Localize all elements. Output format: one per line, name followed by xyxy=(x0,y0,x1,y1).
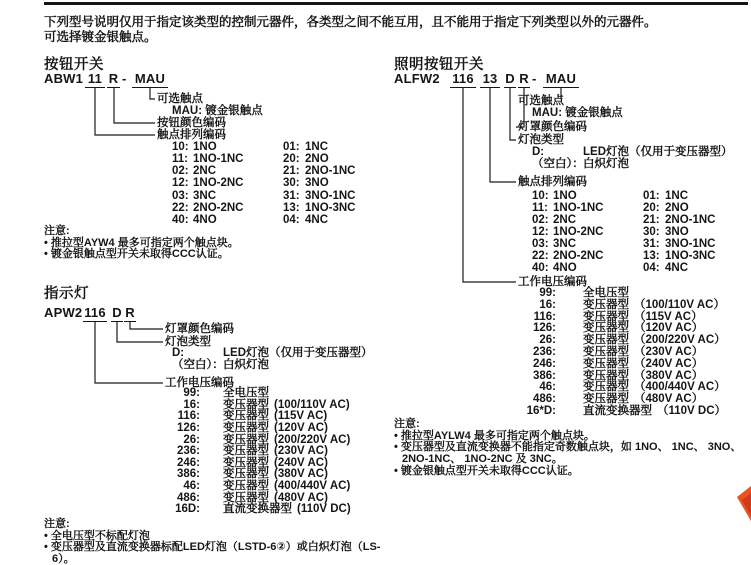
voltage-value: （400/440V AC） xyxy=(634,381,726,394)
contact-code-row xyxy=(172,202,355,214)
model-dash: - xyxy=(122,71,127,86)
contact-code-row xyxy=(172,214,355,226)
section-title-illuminated: 照明按钮开关 xyxy=(394,57,484,73)
voltage-type: 变压器型 xyxy=(223,445,269,458)
model-segment-option-code: MAU xyxy=(543,72,579,88)
page-curl-graphic xyxy=(737,486,751,521)
note-item: • 全电压型不标配灯泡 xyxy=(44,529,150,542)
bulb-desc: LED灯泡（仅用于变压器型） xyxy=(583,146,733,158)
notes-title: 注意: xyxy=(44,518,70,530)
contact-code-row xyxy=(172,165,355,177)
voltage-value: (230V AC) xyxy=(274,445,328,458)
voltage-code: 99: xyxy=(539,287,556,299)
model-segment-color-code: R xyxy=(125,305,135,320)
contact-value: 4NC xyxy=(305,213,329,226)
model-segment-contact-code: 11 xyxy=(85,72,105,88)
notes-title: 注意: xyxy=(394,418,420,430)
contact-code-row xyxy=(172,153,355,165)
model-segment-voltage-code: 116 xyxy=(450,72,476,88)
contact-value: 2NO-1NC xyxy=(305,165,356,178)
voltage-type: 变压器型 xyxy=(583,369,629,382)
section-title-pilot-light: 指示灯 xyxy=(44,286,89,302)
voltage-value: （110V DC） xyxy=(657,404,727,417)
voltage-type: 变压器型 xyxy=(583,334,629,347)
bulb-option-row xyxy=(532,158,733,170)
contact-code-row xyxy=(172,190,355,202)
contact-value: 2NC xyxy=(553,214,577,227)
contact-code-row xyxy=(532,262,715,274)
contact-value: 1NO-3NC xyxy=(305,201,356,214)
notes-title: 注意: xyxy=(44,225,70,237)
voltage-value: (200/220V AC) xyxy=(274,433,351,446)
contact-value: 1NO xyxy=(193,141,217,153)
bulb-desc: 白炽灯泡 xyxy=(223,359,269,372)
contact-code: 40: xyxy=(172,213,189,226)
voltage-type: 变压器型 xyxy=(223,410,269,423)
bulb-code: （空白）： xyxy=(532,158,584,171)
voltage-type: 变压器型 xyxy=(583,322,629,335)
voltage-value: （115V AC） xyxy=(634,310,703,323)
contact-value: 4NO xyxy=(193,213,217,226)
contact-code-row xyxy=(532,226,715,238)
contact-code: 21: xyxy=(283,165,300,178)
bulb-option-row xyxy=(532,146,733,158)
note-item: • 变压器型及直流变换器不能指定奇数触点块，如 1NO、 1NC、 3NO、 2NO-1NC、 1NO-2NC 及 3NC。 xyxy=(394,441,742,466)
note-item: • 变压器型及直流变换器标配LED灯泡（LSTD-6②）或白炽灯泡（LS-6）。 xyxy=(44,541,381,565)
intro-line-1: 下列型号说明仅用于指定该类型的控制元器件，各类型之间不能互用，且不能用于指定下列类型以外的元器件。 xyxy=(44,15,657,29)
voltage-type: 直流变换器型 xyxy=(583,404,652,417)
bulb-option-row xyxy=(172,359,373,371)
model-segment-option-code: MAU xyxy=(132,72,168,88)
voltage-type: 变压器型 xyxy=(583,298,629,311)
bulb-desc: LED灯泡（仅用于变压器型） xyxy=(223,347,373,359)
model-dash: - xyxy=(532,71,537,86)
contact-value: 4NC xyxy=(665,262,689,275)
contact-code: 31: xyxy=(283,189,300,202)
note-item: • 镀金银触点型开关未取得CCC认证。 xyxy=(394,464,579,477)
voltage-code: 46: xyxy=(183,480,200,493)
notes-pushbutton xyxy=(44,226,374,261)
voltage-type: 变压器型 xyxy=(223,468,269,481)
tree-label-voltage: 工作电压编码 xyxy=(518,276,587,288)
contact-value: 3NO-1NC xyxy=(665,238,716,251)
model-segment-bulb-code: D xyxy=(505,71,515,86)
notes-illuminated xyxy=(394,419,746,478)
voltage-value: （480V AC） xyxy=(634,393,704,406)
voltage-type: 变压器型 xyxy=(583,393,629,406)
bulb-code: （空白）： xyxy=(172,359,224,372)
voltage-value: (115V AC) xyxy=(274,410,328,423)
contact-value: 1NO-1NC xyxy=(553,202,604,215)
voltage-value: （230V AC） xyxy=(634,345,704,358)
voltage-code: 116: xyxy=(177,410,200,423)
voltage-type: 直流变换器型 xyxy=(223,503,292,516)
voltage-code: 16*D: xyxy=(526,404,556,417)
voltage-code: 246: xyxy=(532,357,556,370)
contact-value: 4NO xyxy=(553,262,577,275)
voltage-code-row xyxy=(157,388,351,400)
tree-label-contact-arrangement: 触点排列编码 xyxy=(518,176,587,188)
voltage-code-row xyxy=(518,359,726,371)
contact-code-row xyxy=(532,190,715,202)
voltage-value: （240V AC） xyxy=(634,357,704,370)
voltage-value: (110V DC) xyxy=(297,503,351,516)
contact-code-table xyxy=(172,141,355,226)
contact-code: 22: xyxy=(172,201,189,214)
contact-code: 12: xyxy=(532,226,549,239)
top-rule xyxy=(44,2,748,5)
contact-code: 21: xyxy=(643,214,660,227)
contact-code: 03: xyxy=(172,189,189,202)
model-prefix-pushbutton: ABW1 xyxy=(44,71,84,86)
voltage-code-row xyxy=(157,423,351,435)
contact-value: 1NO-3NC xyxy=(665,250,716,263)
notes-pilot xyxy=(44,519,389,565)
voltage-type: 变压器型 xyxy=(223,433,269,446)
contact-code: 04: xyxy=(643,262,660,275)
contact-code: 02: xyxy=(532,214,549,227)
voltage-type: 全电压型 xyxy=(583,287,629,299)
voltage-value: (100/110V AC) xyxy=(274,398,350,411)
model-prefix-pilot: APW2 xyxy=(44,305,83,320)
bulb-code: D: xyxy=(532,146,545,158)
contact-value: 1NC xyxy=(305,141,329,153)
note-item: • 推拉型AYW4 最多可指定两个触点块。 xyxy=(44,236,239,249)
contact-value: 3NO-1NC xyxy=(305,189,356,202)
model-segment-color-code: R xyxy=(108,71,119,86)
contact-code: 22: xyxy=(532,250,549,263)
contact-value: 2NO xyxy=(305,153,329,166)
tree-label-contact-arrangement: 触点排列编码 xyxy=(157,129,226,141)
contact-value: 2NO xyxy=(665,202,689,215)
contact-code-row xyxy=(532,250,715,262)
voltage-type: 变压器型 xyxy=(583,310,629,323)
voltage-code: 46: xyxy=(539,381,556,394)
voltage-value: (240V AC) xyxy=(274,456,328,469)
voltage-code: 486: xyxy=(176,491,200,504)
voltage-code: 116: xyxy=(533,310,556,323)
voltage-type: 变压器型 xyxy=(583,345,629,358)
contact-code: 11: xyxy=(172,153,188,166)
voltage-code: 236: xyxy=(176,445,200,458)
contact-value: 3NC xyxy=(193,189,217,202)
contact-code: 01: xyxy=(283,141,300,153)
contact-value: 3NO xyxy=(665,226,689,239)
bulb-option-row xyxy=(172,347,373,359)
contact-code-table xyxy=(532,190,715,274)
voltage-value: (120V AC) xyxy=(274,421,328,434)
voltage-code: 386: xyxy=(176,468,200,481)
voltage-code-table-pilot xyxy=(157,388,351,516)
bulb-type-options xyxy=(172,347,373,371)
voltage-code: 16D: xyxy=(175,503,200,516)
voltage-code-row xyxy=(157,504,351,516)
voltage-value: （380V AC） xyxy=(634,369,704,382)
tree-value-optional-contact: MAU: 镀金银触点 xyxy=(172,105,263,117)
note-item: • 推拉型AYLW4 最多可指定两个触点块。 xyxy=(394,429,595,442)
contact-value: 1NO-2NC xyxy=(193,177,244,190)
contact-code-row xyxy=(532,202,715,214)
contact-value: 2NO-2NC xyxy=(193,201,244,214)
contact-value: 3NC xyxy=(553,238,577,251)
voltage-code: 99: xyxy=(183,387,200,399)
voltage-type: 变压器型 xyxy=(583,381,629,394)
contact-code-row xyxy=(172,141,355,153)
bulb-code: D: xyxy=(172,347,185,359)
voltage-code-table-illuminated xyxy=(518,288,726,418)
voltage-value: (380V AC) xyxy=(274,468,328,481)
contact-value: 2NO-2NC xyxy=(553,250,604,263)
voltage-value: (400/440V AC) xyxy=(274,480,351,493)
voltage-type: 变压器型 xyxy=(223,491,269,504)
contact-code: 12: xyxy=(172,177,189,190)
tree-label-bulb-type: 灯泡类型 xyxy=(518,134,564,146)
tree-label-button-color: 按钮颜色编码 xyxy=(157,117,226,129)
voltage-type: 变压器型 xyxy=(583,357,629,370)
voltage-code-row xyxy=(518,406,726,418)
contact-code: 20: xyxy=(283,153,300,166)
tree-label-lens-color: 灯罩颜色编码 xyxy=(518,121,587,133)
voltage-code: 486: xyxy=(532,393,556,406)
bulb-desc: 白炽灯泡 xyxy=(583,158,629,171)
contact-value: 1NO xyxy=(553,190,577,202)
tree-label-optional-contact: 可选触点 xyxy=(157,93,203,105)
voltage-value: （100/110V AC） xyxy=(634,298,725,311)
model-segment-color-code: R xyxy=(519,71,529,86)
voltage-code: 16: xyxy=(183,398,200,411)
voltage-code: 236: xyxy=(532,345,556,358)
contact-value: 1NO-2NC xyxy=(553,226,604,239)
voltage-code: 246: xyxy=(176,456,200,469)
contact-code: 13: xyxy=(283,201,300,214)
contact-code: 31: xyxy=(643,238,660,251)
model-segment-voltage-code: 116 xyxy=(84,305,106,320)
bulb-type-options xyxy=(532,146,733,170)
contact-code: 20: xyxy=(643,202,660,215)
contact-code: 11: xyxy=(532,202,548,215)
voltage-code: 126: xyxy=(532,322,556,335)
contact-code: 03: xyxy=(532,238,549,251)
contact-value: 2NC xyxy=(193,165,217,178)
voltage-type: 变压器型 xyxy=(223,480,269,493)
voltage-value: (480V AC) xyxy=(274,491,328,504)
voltage-code: 16: xyxy=(539,298,556,311)
voltage-type: 变压器型 xyxy=(223,421,269,434)
contact-code: 10: xyxy=(172,141,189,153)
contact-code: 13: xyxy=(643,250,660,263)
voltage-code: 26: xyxy=(183,433,200,446)
tree-value-optional-contact: MAU: 镀金银触点 xyxy=(532,107,623,119)
voltage-code: 126: xyxy=(176,421,200,434)
contact-code-row xyxy=(532,214,715,226)
tree-label-optional-contact: 可选触点 xyxy=(518,95,564,107)
contact-code: 30: xyxy=(283,177,300,190)
note-item: • 镀金银触点型开关未取得CCC认证。 xyxy=(44,248,229,261)
contact-code: 40: xyxy=(532,262,549,275)
voltage-type: 变压器型 xyxy=(223,398,269,411)
tree-label-voltage: 工作电压编码 xyxy=(165,377,234,389)
contact-code-row xyxy=(172,177,355,189)
voltage-type: 变压器型 xyxy=(223,456,269,469)
tree-label-lens-color: 灯罩颜色编码 xyxy=(165,323,234,335)
contact-code: 10: xyxy=(532,190,549,202)
contact-code: 01: xyxy=(643,190,660,202)
contact-code: 30: xyxy=(643,226,660,239)
tree-label-bulb-type: 灯泡类型 xyxy=(165,336,211,348)
contact-code-row xyxy=(532,238,715,250)
intro-line-2: 可选择镀金银触点。 xyxy=(44,30,157,44)
voltage-type: 全电压型 xyxy=(223,387,269,399)
voltage-code-row xyxy=(518,300,726,312)
contact-value: 1NC xyxy=(665,190,689,202)
voltage-code: 386: xyxy=(532,369,556,382)
contact-value: 2NO-1NC xyxy=(665,214,716,227)
contact-value: 1NO-1NC xyxy=(193,153,244,166)
model-prefix-illuminated: ALFW2 xyxy=(394,71,440,86)
model-segment-bulb-code: D xyxy=(112,305,122,320)
contact-code: 04: xyxy=(283,213,300,226)
contact-code: 02: xyxy=(172,165,189,178)
model-segment-contact-code: 13 xyxy=(480,72,500,88)
voltage-code-row xyxy=(518,347,726,359)
voltage-value: （200/220V AC） xyxy=(634,334,726,347)
contact-value: 3NO xyxy=(305,177,329,190)
voltage-value: （120V AC） xyxy=(634,322,704,335)
voltage-code: 26: xyxy=(539,334,556,347)
section-title-pushbutton: 按钮开关 xyxy=(44,57,104,73)
